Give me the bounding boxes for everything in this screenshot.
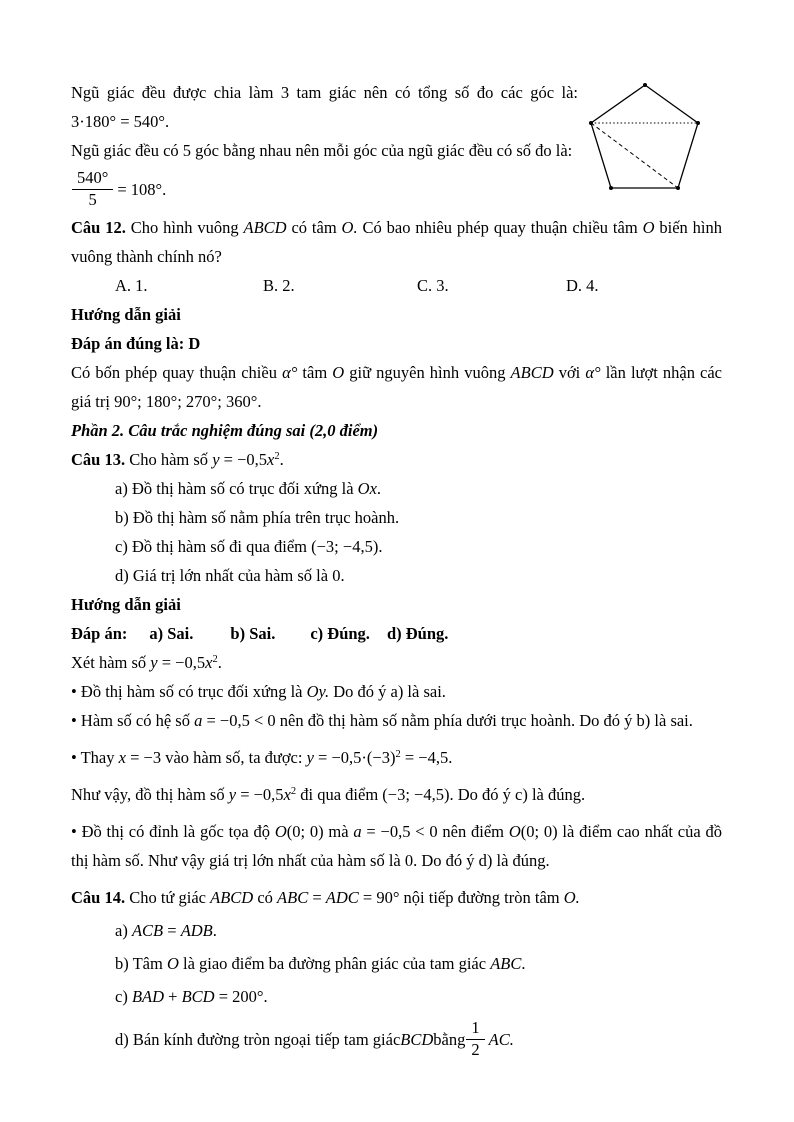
cau13-item-b: b) Đồ thị hàm số nằm phía trên trục hoành. [115, 508, 400, 527]
cau13-conclusion-c: Như vậy, đồ thị hàm số $y = -0,5x^2$ đi qua điểm (−3; −4,5). Do đó ý c) là đúng. [71, 785, 586, 804]
cau12-solution-heading: Hướng dẫn giải [71, 305, 181, 324]
row-item: B. 2. [263, 276, 295, 295]
cau14-question: Câu 14. Cho tứ giác ABCD có ABC = ADC = 90° nội tiếp đường tròn tâm O. [71, 888, 580, 907]
cau14-item-d: d) Bán kính đường tròn ngoại tiếp tam giác BCD bằng $\frac{1}{2}$ AC. [115, 1017, 514, 1059]
row-item: A. 1. [115, 276, 148, 295]
cau14-item-c: c) BAD + BCD = 200°. [115, 987, 268, 1006]
cau13-item-c: c) Đồ thị hàm số đi qua điểm (−3; −4,5). [115, 537, 383, 556]
part2-heading: Phần 2. Câu trắc nghiệm đúng sai (2,0 điểm) [71, 421, 379, 440]
row-item: D. 4. [566, 276, 599, 295]
cau12-options [71, 271, 722, 300]
cau13-consider-line: Xét hàm số $y = -0,5x^2$. [71, 653, 222, 672]
cau13-item-a: a) Đồ thị hàm số có trục đối xứng là Ox. [115, 479, 382, 498]
cau13-bullet-d: • Đồ thị có đỉnh là gốc tọa độ O(0; 0) mà a = −0,5 < 0 nên điểm O(0; 0) là điểm cao nhất của đồ thị hàm số. Như vậy giá trị lớn nhất của hàm số là 0. Do đó ý d) là đúng. [71, 822, 722, 870]
cau13-bullet-b: • Hàm số có hệ số a = −0,5 < 0 nên đồ thị hàm số nằm phía dưới trục hoành. Do đó ý b) là sai. [71, 711, 693, 730]
row-item: b) Sai. [230, 624, 276, 643]
cau14-item-a: a) ACB = ADB. [115, 921, 217, 940]
pentagon-intro-line: Ngũ giác đều được chia làm 3 tam giác nên có tổng số đo các góc là: [71, 83, 578, 102]
cau13-question: Câu 13. Cho hàm số $y = -0,5x^2$. [71, 450, 284, 469]
fraction: $\frac{540^\circ}{5}$ [72, 169, 113, 210]
row-item: Đáp án: [71, 624, 128, 643]
cau13-answer-row [71, 619, 722, 648]
row-item: a) Sai. [149, 624, 194, 643]
cau12-answer: Đáp án đúng là: D [71, 334, 201, 353]
cau13-bullet-a: • Đồ thị hàm số có trục đối xứng là Oy. Do đó ý a) là sai. [71, 682, 446, 701]
cau12-explanation: Có bốn phép quay thuận chiều α° tâm O giữ nguyên hình vuông ABCD với α° lần lượt nhận các giá trị 90°; 180°; 270°; 360°. [71, 363, 723, 411]
cau12-question: Câu 12. Cho hình vuông ABCD có tâm O. Có bao nhiêu phép quay thuận chiều tâm O biến hình vuông thành chính nó? [71, 218, 722, 266]
row-item: C. 3. [417, 276, 449, 295]
cau13-solution-heading: Hướng dẫn giải [71, 595, 181, 614]
pentagon-angle-line: Ngũ giác đều có 5 góc bằng nhau nên mỗi góc của ngũ giác đều có số đo là: [71, 141, 573, 160]
equation-540: 3·180° = 540°. [71, 112, 170, 131]
row-item: c) Đúng. [310, 624, 370, 643]
cau13-bullet-c: • Thay x = −3 vào hàm số, ta được: $y = -0,5\cdot(-3)^2 = -4,5$. [71, 748, 453, 767]
fraction: $\frac{1}{2}$ [466, 1019, 484, 1060]
cau13-item-d: d) Giá trị lớn nhất của hàm số là 0. [115, 566, 345, 585]
cau14-item-b: b) Tâm O là giao điểm ba đường phân giác của tam giác ABC. [115, 954, 526, 973]
equation-108-fraction: $\frac{540^\circ}{5}$ = 108°. [71, 165, 722, 213]
document-content [71, 78, 722, 1063]
row-item: d) Đúng. [386, 624, 449, 643]
